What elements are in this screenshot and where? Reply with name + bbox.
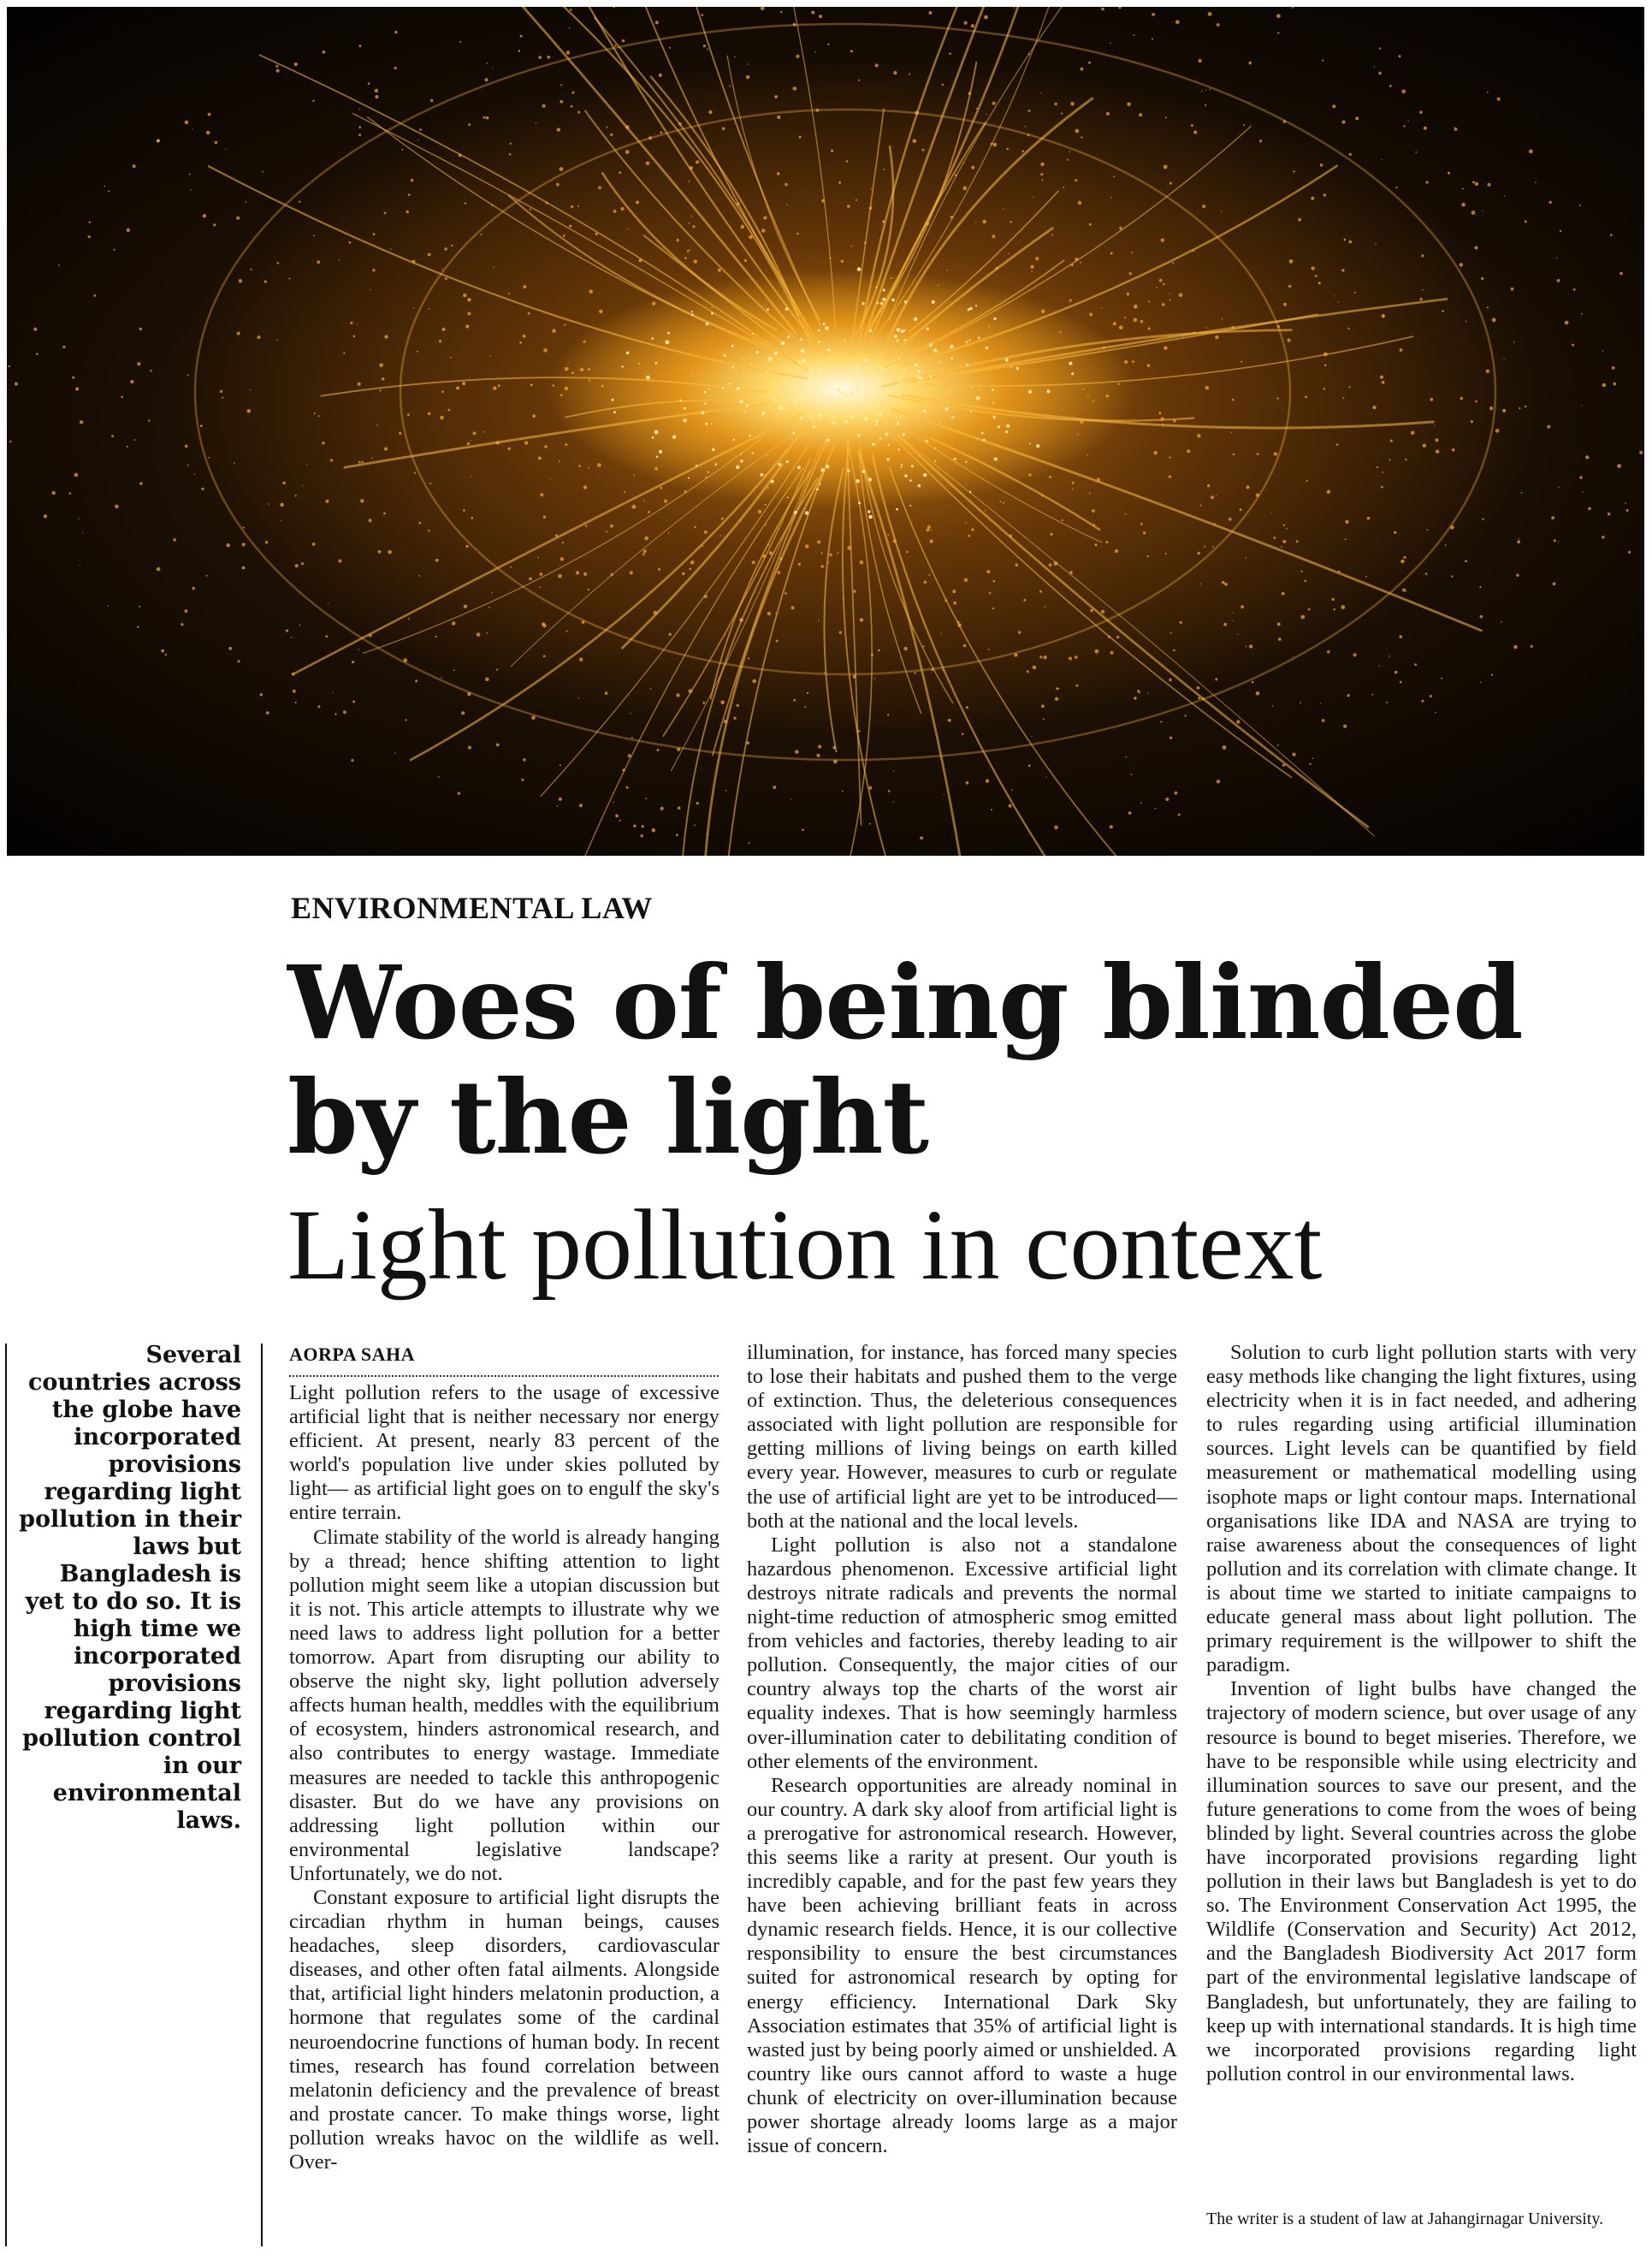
- pullquote: Several countries across the globe have incorporated provisions regarding light pollution in their laws but Bangladesh is yet to do so. It is high time we incorporated provisions regarding light pollution control in our environmental laws.: [19, 1342, 241, 1834]
- article-column-2: [747, 1341, 1177, 2158]
- pullquote-rule: [5, 1344, 7, 2246]
- column-divider: [261, 1344, 263, 2246]
- headline: Woes of being blinded by the light: [287, 943, 1523, 1177]
- city-lights-from-space-photo: [7, 7, 1644, 856]
- article-column-3: [1206, 1341, 1637, 2086]
- article-paragraph: Invention of light bulbs have changed the trajectory of modern science, but over usage of any resource is bound to beget miseries. Therefore, we have to be responsible while using electricity and illumination sources to save our present, and the future generations to come from the woes of being blinded by light. Several countries across the globe have incorporated provisions regarding light pollution in their laws but Bangladesh is yet to do so. The Environment Conservation Act 1995, the Wildlife (Conservation and Security) Act 2012, and the Bangladesh Biodiversity Act 2017 form part of the environmental legislative landscape of Bangladesh, but unfortunately, they are failing to keep up with international standards. It is high time we incorporated provisions regarding light pollution control in our environmental laws.: [1206, 1677, 1637, 2085]
- article-paragraph: Light pollution refers to the usage of excessive artificial light that is neither necessary nor energy efficient. At present, nearly 83 percent of the world's population live under skies polluted by light— as artificial light goes on to engulf the sky's entire terrain.: [289, 1381, 719, 1525]
- article-paragraph: Solution to curb light pollution starts with very easy methods like changing the light fixtures, using electricity when it is in fact needed, and adhering to rules regarding using artificial illumination sources. Light levels can be quantified by field measurement or mathematical modelling using isophote maps or light contour maps. International organisations like IDA and NASA are trying to raise awareness about the consequences of light pollution and its correlation with climate change. It is about time we started to initiate campaigns to educate general mass about light pollution. The primary requirement is the willpower to shift the paradigm.: [1206, 1341, 1637, 1677]
- section-kicker: ENVIRONMENTAL LAW: [291, 891, 653, 925]
- subheadline: Light pollution in context: [287, 1189, 1323, 1301]
- byline-rule: [289, 1375, 719, 1377]
- article-paragraph: Climate stability of the world is already hanging by a thread; hence shifting attention to light pollution might seem like a utopian discussion but it is not. This article attempts to illustrate why we need laws to address light pollution for a better tomorrow. Apart from disrupting our ability to observe the night sky, light pollution adversely affects human health, meddles with the equilibrium of ecosystem, hinders astronomical research, and also contributes to energy wastage. Immediate measures are needed to tackle this anthropogenic disaster. But do we have any provisions on addressing light pollution within our environmental legislative landscape? Unfortunately, we do not.: [289, 1525, 719, 1885]
- writer-note: The writer is a student of law at Jahangirnagar University.: [1206, 2210, 1604, 2228]
- photo-city-lights-graphic: [7, 7, 1644, 856]
- article-paragraph: illumination, for instance, has forced many species to lose their habitats and pushed them to the verge of extinction. Thus, the deleterious consequences associated with light pollution are responsible for getting millions of living beings on earth killed every year. However, measures to curb or regulate the use of artificial light are yet to be introduced— both at the national and the local levels.: [747, 1341, 1177, 1533]
- article-column-1: [289, 1381, 719, 2174]
- article-paragraph: Constant exposure to artificial light disrupts the circadian rhythm in human beings, causes headaches, sleep disorders, cardiovascular diseases, and other often fatal ailments. Alongside that, artificial light hinders melatonin production, a hormone that regulates some of the cardinal neuroendocrine functions of human body. In recent times, research has found correlation between melatonin deficiency and the prevalence of breast and prostate cancer. To make things worse, light pollution wreaks havoc on the wildlife as well. Over-: [289, 1885, 719, 2174]
- article-paragraph: Light pollution is also not a standalone hazardous phenomenon. Excessive artificial light destroys nitrate radicals and prevents the normal night-time reduction of atmospheric smog emitted from vehicles and factories, thereby leading to air pollution. Consequently, the major cities of our country always top the charts of the worst air equality indexes. That is how seemingly harmless over-illumination cater to debilitating condition of other elements of the environment.: [747, 1533, 1177, 1773]
- article-paragraph: Research opportunities are already nominal in our country. A dark sky aloof from artificial light is a prerogative for astronomical research. However, this seems like a rarity at present. Our youth is incredibly capable, and for the past few years they have been achieving brilliant feats in across dynamic research fields. Hence, it is our collective responsibility to ensure the best circumstances suited for astronomical research by opting for energy efficiency. International Dark Sky Association estimates that 35% of artificial light is wasted just by being poorly aimed or unshielded. A country like ours cannot afford to waste a huge chunk of electricity on over-illumination because power shortage already looms large as a major issue of concern.: [747, 1773, 1177, 2158]
- byline: AORPA SAHA: [289, 1344, 415, 1365]
